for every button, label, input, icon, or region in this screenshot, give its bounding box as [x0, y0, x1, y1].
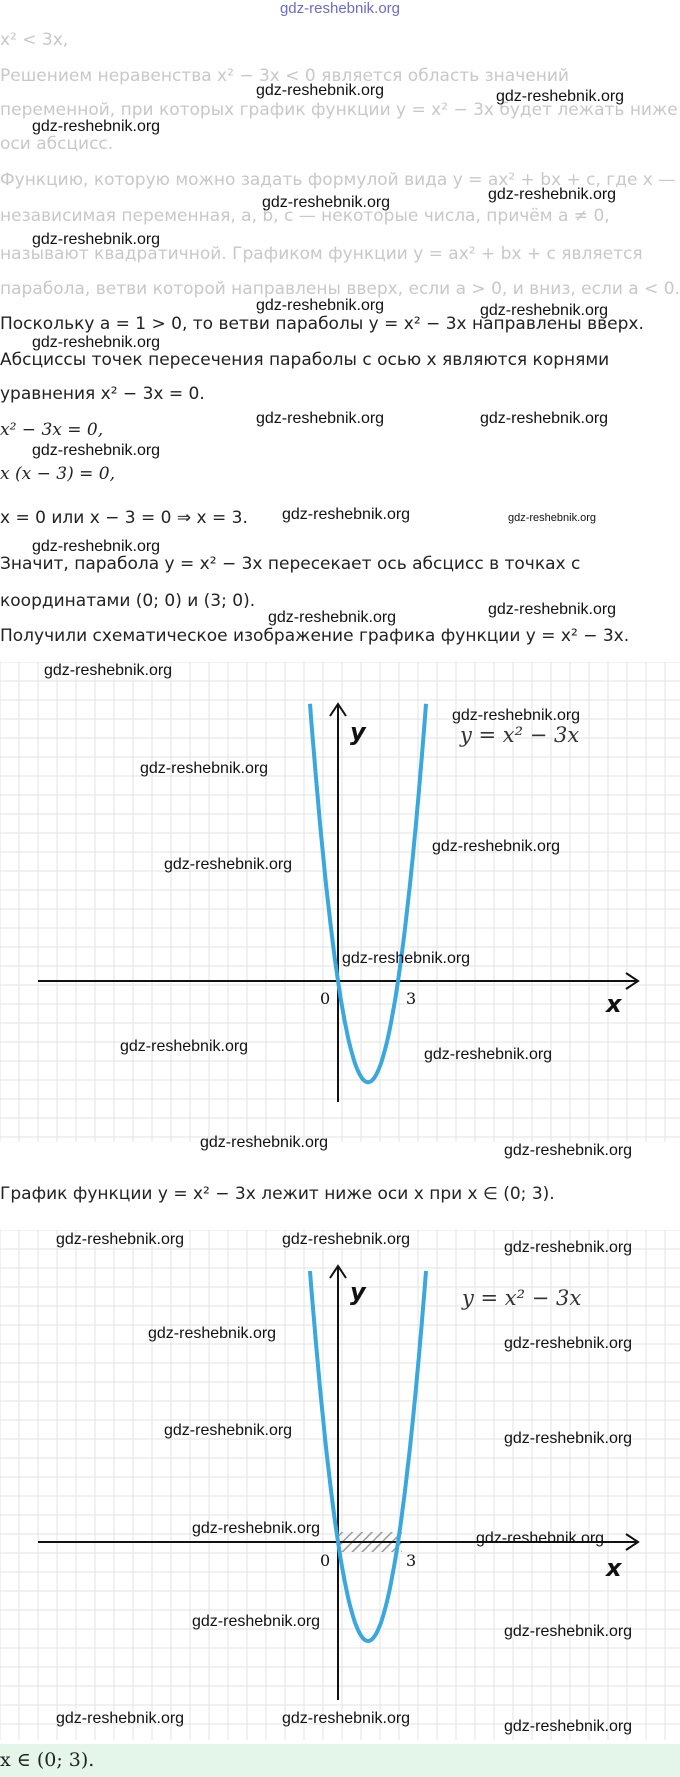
watermark: gdz-reshebnik.org — [32, 334, 161, 351]
watermark: gdz-reshebnik.org — [256, 410, 385, 427]
watermark: gdz-reshebnik.org — [282, 1231, 411, 1248]
text-line-2: Абсциссы точек пересечения параболы с осью x являются корнями — [0, 350, 610, 370]
watermark: gdz-reshebnik.org — [164, 856, 293, 873]
origin-tick-label: 0 — [320, 989, 331, 1008]
watermark: gdz-reshebnik.org — [424, 1046, 553, 1063]
watermark: gdz-reshebnik.org — [504, 1623, 633, 1640]
faded-line-2: Решением неравенства x² − 3x < 0 является область значений — [0, 66, 569, 86]
watermark: gdz-reshebnik.org — [480, 302, 609, 319]
watermark: gdz-reshebnik.org — [488, 186, 617, 203]
watermark: gdz-reshebnik.org — [488, 601, 617, 618]
answer-text: x ∈ (0; 3). — [0, 1749, 95, 1771]
watermark: gdz-reshebnik.org — [148, 1325, 277, 1342]
watermark: gdz-reshebnik.org — [282, 1710, 411, 1727]
faded-line-6: независимая переменная, a, b, c — некоторые числа, причём a ≠ 0, — [0, 206, 610, 226]
watermark: gdz-reshebnik.org — [504, 1430, 633, 1447]
function-label: y = x² − 3x — [460, 723, 580, 747]
watermark: gdz-reshebnik.org — [262, 194, 391, 211]
watermark: gdz-reshebnik.org — [480, 410, 609, 427]
y-axis-label: y — [350, 1278, 366, 1306]
watermark: gdz-reshebnik.org — [504, 1142, 633, 1159]
watermark: gdz-reshebnik.org — [256, 82, 385, 99]
faded-line-1: x² < 3x, — [0, 30, 69, 50]
parabola-graph-2 — [0, 1230, 680, 1740]
faded-line-4: оси абсцисс. — [0, 134, 114, 154]
text-line-6: Получили схематическое изображение графика функции y = x² − 3x. — [0, 626, 630, 646]
text-line-3: уравнения x² − 3x = 0. — [0, 384, 205, 404]
text-line-1: Поскольку a = 1 > 0, то ветви параболы y = x² − 3x направлены вверх. — [0, 314, 644, 334]
watermark: gdz-reshebnik.org — [200, 1134, 329, 1151]
faded-line-8: парабола, ветви которой направлены вверх, если a > 0, и вниз, если a < 0. — [0, 279, 680, 299]
watermark: gdz-reshebnik.org — [508, 512, 597, 524]
parabola-graph-1 — [0, 662, 680, 1142]
text-line-5: координатами (0; 0) и (3; 0). — [0, 591, 256, 611]
watermark: gdz-reshebnik.org — [192, 1613, 321, 1630]
watermark: gdz-reshebnik.org — [44, 662, 173, 679]
watermark: gdz-reshebnik.org — [268, 609, 397, 626]
site-header[interactable]: gdz-reshebnik.org — [279, 0, 401, 17]
watermark: gdz-reshebnik.org — [164, 1422, 293, 1439]
watermark: gdz-reshebnik.org — [192, 1520, 321, 1537]
watermark: gdz-reshebnik.org — [120, 1038, 249, 1055]
x-axis-label: x — [606, 1554, 622, 1582]
faded-line-3: переменной, при которых график функции y = x² − 3x будет лежать ниже — [0, 100, 678, 120]
root-tick-label: 3 — [406, 989, 417, 1008]
watermark: gdz-reshebnik.org — [32, 231, 161, 248]
watermark: gdz-reshebnik.org — [256, 297, 385, 314]
watermark: gdz-reshebnik.org — [282, 506, 411, 523]
watermark: gdz-reshebnik.org — [32, 442, 161, 459]
watermark: gdz-reshebnik.org — [32, 118, 161, 135]
origin-tick-label: 0 — [320, 1551, 331, 1570]
x-axis-label: x — [606, 990, 622, 1018]
faded-line-5: Функцию, которую можно задать формулой вида y = ax² + bx + c, где x — — [0, 170, 676, 190]
parabola-curve — [310, 704, 426, 1083]
watermark: gdz-reshebnik.org — [504, 1335, 633, 1352]
watermark: gdz-reshebnik.org — [342, 950, 471, 967]
parabola-curve — [310, 1271, 426, 1641]
watermark: gdz-reshebnik.org — [432, 838, 561, 855]
equation-line-3: x = 0 или x − 3 = 0 ⇒ x = 3. — [0, 508, 248, 528]
function-label: y = x² − 3x — [462, 1286, 582, 1310]
y-axis-label: y — [350, 718, 366, 746]
equation-line-1: x² − 3x = 0, — [0, 420, 104, 440]
watermark: gdz-reshebnik.org — [476, 1530, 605, 1547]
equation-line-2: x (x − 3) = 0, — [0, 464, 115, 484]
watermark: gdz-reshebnik.org — [56, 1231, 185, 1248]
watermark: gdz-reshebnik.org — [452, 707, 581, 724]
watermark: gdz-reshebnik.org — [504, 1239, 633, 1256]
conclusion-text: График функции y = x² − 3x лежит ниже оси x при x ∈ (0; 3). — [0, 1184, 555, 1204]
text-line-4: Значит, парабола y = x² − 3x пересекает ось абсцисс в точках с — [0, 554, 581, 574]
watermark: gdz-reshebnik.org — [496, 88, 625, 105]
watermark: gdz-reshebnik.org — [32, 538, 161, 555]
watermark: gdz-reshebnik.org — [140, 760, 269, 777]
faded-line-7: называют квадратичной. Графиком функции y = ax² + bx + c является — [0, 244, 643, 264]
root-tick-label: 3 — [406, 1551, 417, 1570]
watermark: gdz-reshebnik.org — [504, 1718, 633, 1735]
watermark: gdz-reshebnik.org — [56, 1710, 185, 1727]
answer-box — [0, 1744, 680, 1777]
